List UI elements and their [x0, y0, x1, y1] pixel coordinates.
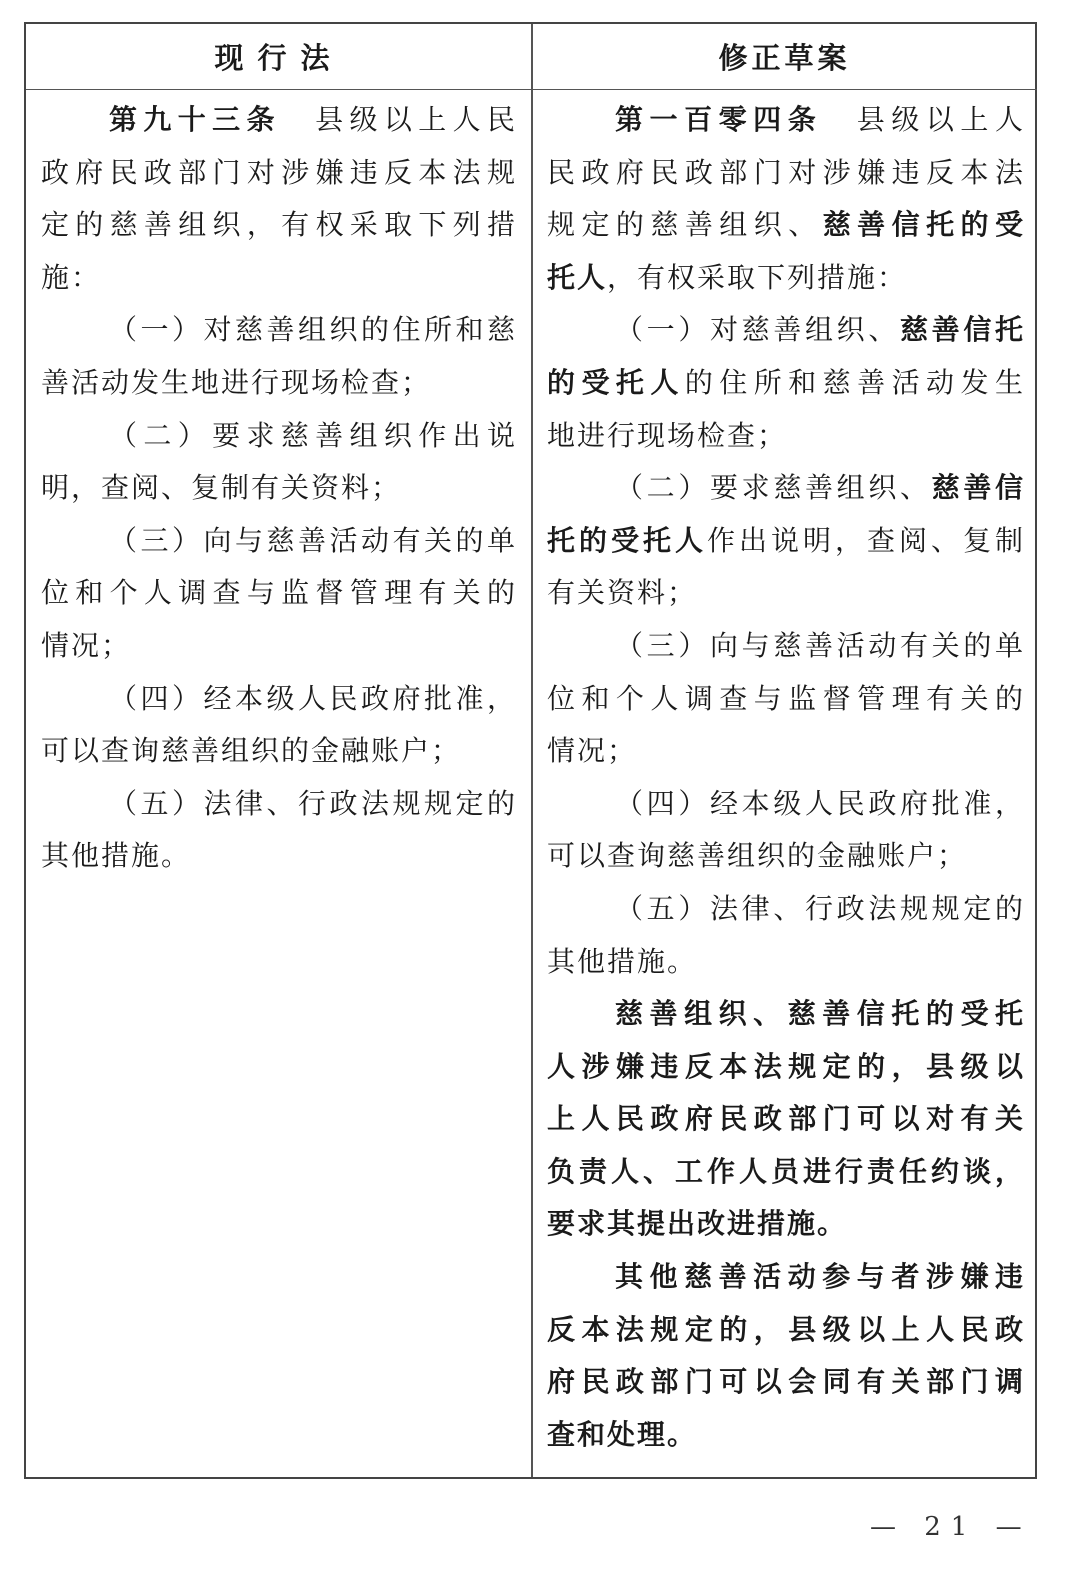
text-line — [547, 1198, 1025, 1251]
bold-text: 负责人、工作人员进行责任约谈， — [547, 1154, 1025, 1188]
text-line — [41, 357, 517, 410]
paragraph — [547, 883, 1025, 988]
bold-text: 慈善信 — [931, 471, 1025, 505]
bold-text: 上人民政府民政部门可以对有关 — [547, 1102, 1025, 1136]
current-law-column — [41, 94, 517, 883]
text: （三）向与慈善活动有关的单 — [615, 628, 1025, 662]
text: 地进行现场检查； — [547, 418, 788, 452]
bold-text: 其他慈善活动参与者涉嫌违 — [615, 1260, 1025, 1294]
text: （三）向与慈善活动有关的单 — [109, 523, 517, 557]
text-line — [547, 515, 1025, 568]
text: 其他措施。 — [547, 944, 698, 978]
text-line — [547, 304, 1025, 357]
text-line — [41, 94, 517, 147]
paragraph — [41, 304, 517, 409]
text-line — [41, 304, 517, 357]
text: 情况； — [41, 628, 132, 662]
text: （二）要求慈善组织作出说 — [109, 418, 517, 452]
text: 施： — [41, 260, 102, 294]
paragraph — [547, 620, 1025, 778]
text: 作出说明，查阅、复制 — [707, 523, 1025, 557]
bold-text: 慈善信托 — [899, 313, 1025, 347]
bold-text: 第九十三条 — [109, 103, 281, 136]
text-line — [547, 1304, 1025, 1357]
bold-text: 府民政部门可以会同有关部门调 — [547, 1365, 1025, 1399]
page-number: — 21 — — [870, 1512, 1032, 1542]
column-divider — [531, 24, 533, 1477]
text: ，有权采取下列措施： — [607, 260, 908, 294]
paragraph — [41, 410, 517, 515]
text-line — [547, 725, 1025, 778]
text-line — [547, 936, 1025, 989]
text: 有关资料； — [547, 576, 698, 610]
text-line — [547, 94, 1025, 147]
comparison-table — [24, 22, 1037, 1479]
bold-text: 慈善信托的受 — [822, 208, 1025, 242]
text-line — [547, 1093, 1025, 1146]
text-line — [41, 830, 517, 883]
text-line — [41, 252, 517, 305]
text-line — [41, 778, 517, 831]
text-line — [41, 725, 517, 778]
text-line — [547, 1041, 1025, 1094]
text: （四）经本级人民政府批准， — [109, 681, 517, 715]
text-line — [41, 515, 517, 568]
text: 县级以上人民 — [280, 103, 517, 136]
text-line — [547, 830, 1025, 883]
text-line — [547, 1251, 1025, 1304]
text-line — [547, 988, 1025, 1041]
text-line — [547, 147, 1025, 200]
amendment-draft-column — [547, 94, 1025, 1461]
paragraph — [547, 1251, 1025, 1461]
paragraph — [547, 778, 1025, 883]
bold-text: 查和处理。 — [547, 1417, 698, 1451]
text: 可以查询慈善组织的金融账户； — [547, 839, 968, 873]
text: （四）经本级人民政府批准， — [615, 786, 1025, 820]
text: 明，查阅、复制有关资料； — [41, 471, 402, 505]
bold-text: 的受托人 — [547, 365, 685, 399]
text-line — [41, 620, 517, 673]
paragraph — [547, 462, 1025, 620]
paragraph — [41, 778, 517, 883]
paragraph — [547, 304, 1025, 462]
text: 规定的慈善组织、 — [547, 208, 823, 242]
text-line — [41, 567, 517, 620]
text-line — [547, 357, 1025, 410]
text-line — [41, 199, 517, 252]
text-line — [547, 1409, 1025, 1462]
paragraph — [547, 94, 1025, 304]
text-line — [547, 410, 1025, 463]
text-line — [41, 147, 517, 200]
text: （五）法律、行政法规规定的 — [109, 786, 517, 820]
text: 县级以上人 — [822, 103, 1025, 136]
text-line — [547, 462, 1025, 515]
text-line — [547, 778, 1025, 831]
bold-text: 反本法规定的，县级以上人民政 — [547, 1312, 1025, 1346]
text: （五）法律、行政法规规定的 — [615, 891, 1025, 925]
text: （一）对慈善组织、 — [615, 313, 900, 347]
text: 定的慈善组织，有权采取下列措 — [41, 208, 517, 242]
text-line — [41, 462, 517, 515]
paragraph — [547, 988, 1025, 1251]
paragraph — [41, 515, 517, 673]
text: （一）对慈善组织的住所和慈 — [109, 313, 517, 347]
text: 位和个人调查与监督管理有关的 — [41, 576, 517, 610]
text-line — [547, 883, 1025, 936]
paragraph — [41, 673, 517, 778]
text: 可以查询慈善组织的金融账户； — [41, 734, 462, 768]
text-line — [547, 252, 1025, 305]
header-current-law: 现行法 — [26, 24, 532, 90]
text: 位和个人调查与监督管理有关的 — [547, 681, 1025, 715]
text: （二）要求慈善组织、 — [615, 471, 932, 505]
paragraph — [41, 94, 517, 304]
bold-text: 慈善组织、慈善信托的受托 — [615, 997, 1025, 1031]
text-line — [547, 620, 1025, 673]
text-line — [41, 673, 517, 726]
text: 民政府民政部门对涉嫌违反本法 — [547, 155, 1025, 189]
bold-text: 人涉嫌违反本法规定的，县级以 — [547, 1049, 1025, 1083]
text-line — [41, 410, 517, 463]
text: 情况； — [547, 734, 638, 768]
header-amendment-draft: 修正草案 — [532, 24, 1037, 90]
text: 的住所和慈善活动发生 — [684, 365, 1025, 399]
text-line — [547, 673, 1025, 726]
text: 善活动发生地进行现场检查； — [41, 365, 432, 399]
bold-text: 托的受托人 — [547, 523, 707, 557]
bold-text: 要求其提出改进措施。 — [547, 1207, 848, 1241]
text-line — [547, 1356, 1025, 1409]
text: 政府民政部门对涉嫌违反本法规 — [41, 155, 517, 189]
text-line — [547, 1146, 1025, 1199]
text-line — [547, 199, 1025, 252]
bold-text: 托人 — [547, 260, 608, 294]
text: 其他措施。 — [41, 839, 192, 873]
text-line — [547, 567, 1025, 620]
bold-text: 第一百零四条 — [615, 103, 823, 136]
